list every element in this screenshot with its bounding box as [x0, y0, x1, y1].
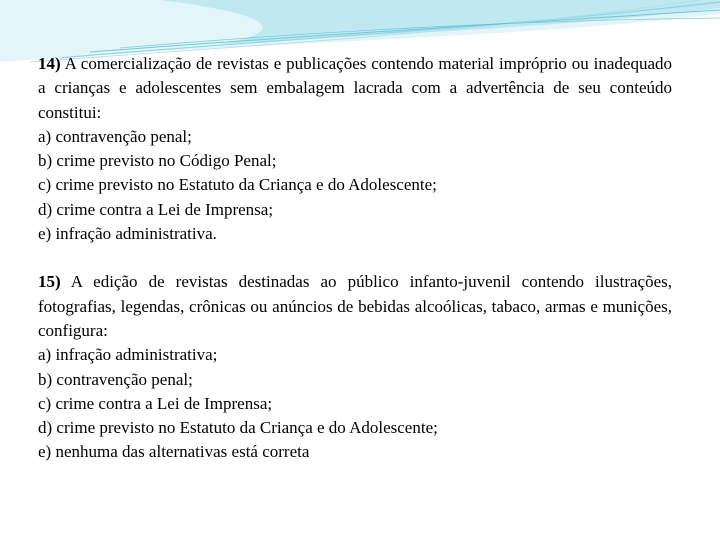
questions-content — [38, 52, 672, 465]
option-list — [38, 125, 672, 246]
option-list — [38, 343, 672, 464]
option-d: d) crime contra a Lei de Imprensa; — [38, 199, 274, 219]
option-b: b) contravenção penal; — [38, 369, 193, 389]
option-a: a) infração administrativa; — [38, 345, 218, 365]
option-e: e) infração administrativa. — [38, 224, 217, 244]
question-number: 14) — [38, 54, 61, 73]
question-15 — [38, 270, 672, 464]
question-text: A comercialização de revistas e publicações contendo material impróprio ou inadequado a crianças e adolescentes sem embalagem lacrada com a advertência de seu conteúdo constitui: — [38, 54, 672, 122]
option-a: a) contravenção penal; — [38, 126, 192, 146]
question-text: A edição de revistas destinadas ao público infanto-juvenil contendo ilustrações, fotografias, legendas, crônicas ou anúncios de bebidas alcoólicas, tabaco, armas e munições, configura: — [38, 272, 672, 340]
question-14 — [38, 52, 672, 246]
option-c: c) crime previsto no Estatuto da Criança e do Adolescente; — [38, 175, 437, 195]
question-spacer — [38, 246, 672, 270]
option-b: b) crime previsto no Código Penal; — [38, 151, 277, 171]
option-e: e) nenhuma das alternativas está correta — [38, 442, 310, 462]
option-d: d) crime previsto no Estatuto da Criança e do Adolescente; — [38, 418, 438, 438]
question-number: 15) — [38, 272, 61, 292]
option-c: c) crime contra a Lei de Imprensa; — [38, 393, 273, 413]
question-stem — [38, 270, 672, 343]
question-stem — [38, 52, 672, 125]
